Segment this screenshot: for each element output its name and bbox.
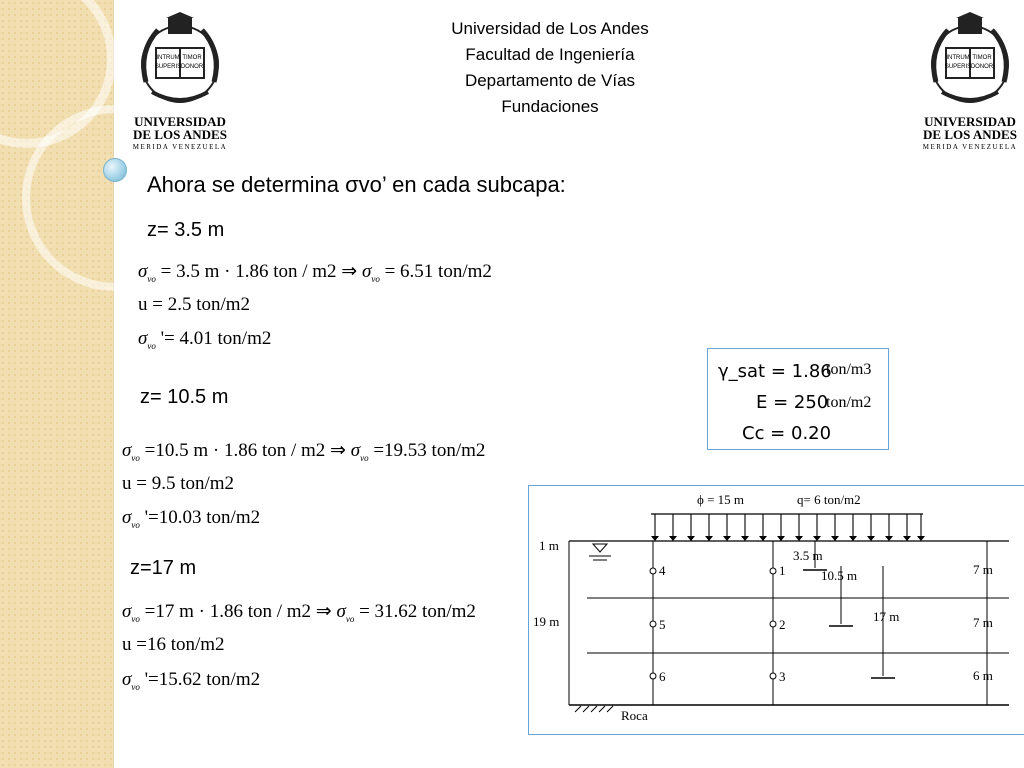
point-label: 2 — [779, 617, 786, 632]
logo-name: UNIVERSIDAD — [924, 114, 1016, 129]
equation-stress: $\sigma_{vo} = 3.5$ m · 1.86 ton / m2 ⇒ $\sigma_{vo} = 6.51$ ton/m2 — [138, 261, 492, 284]
book-word: TIMOR — [182, 55, 202, 61]
point-label: 6 — [659, 669, 666, 684]
header-department: Departamento de Vías — [464, 71, 636, 90]
equation-effective-stress: $\sigma_{vo}$ '=10.03 ton/m2 — [122, 507, 261, 530]
book-word: DONOR — [180, 64, 204, 70]
equation-stress: $\sigma_{vo} =10.5$ m · 1.86 ton / m2 ⇒ $\sigma_{vo} =19.53$ ton/m2 — [122, 440, 486, 463]
soil-properties-box — [707, 348, 889, 450]
logo-name: DE LOS ANDES — [133, 127, 227, 142]
decorative-dot — [103, 158, 127, 182]
layer-thickness-label: 7 m — [973, 615, 993, 630]
unit-weight-value: γ_sat = 1.86 — [718, 361, 832, 382]
total-depth-label: 19 m — [533, 614, 560, 629]
modulus-value: E = 250 — [756, 392, 829, 413]
logo-place: MERIDA VENEZUELA — [922, 143, 1018, 151]
header-text — [400, 16, 700, 120]
logo-name: DE LOS ANDES — [923, 127, 1017, 142]
university-logo-left — [132, 12, 228, 151]
book-word: SUPERIS — [944, 64, 972, 70]
footing-diameter-label: ϕ = 15 m — [697, 492, 745, 507]
equation-pore-pressure: u =16 ton/m2 — [122, 634, 225, 655]
book-word: INTRUM — [946, 55, 970, 61]
book-word: SUPERIS — [154, 64, 182, 70]
university-seal-icon — [132, 12, 228, 110]
load-arrows — [655, 514, 921, 536]
unit-weight-unit: ton/m3 — [826, 361, 872, 378]
header-course: Fundaciones — [501, 97, 599, 116]
book-word: DONOR — [970, 64, 994, 70]
logo-name: UNIVERSIDAD — [134, 114, 226, 129]
depth-2-label: 10.5 m — [821, 568, 858, 583]
university-logo-right — [922, 12, 1018, 151]
depth-3-label: 17 m — [873, 609, 900, 624]
soil-profile-drawing — [529, 486, 1024, 734]
point-label: 5 — [659, 617, 666, 632]
equation-pore-pressure: u = 9.5 ton/m2 — [122, 473, 235, 494]
modulus-unit: ton/m2 — [826, 394, 872, 411]
logo-place: MERIDA VENEZUELA — [132, 143, 228, 151]
depth-label: z=17 m — [130, 557, 197, 579]
water-depth-label: 1 m — [539, 538, 559, 553]
depth-label: z= 3.5 m — [147, 219, 225, 241]
equation-pore-pressure: u = 2.5 ton/m2 — [138, 294, 251, 315]
header-university: Universidad de Los Andes — [451, 19, 649, 38]
header-faculty: Facultad de Ingeniería — [465, 45, 635, 64]
equation-effective-stress: $\sigma_{vo}$ '=15.62 ton/m2 — [122, 669, 261, 692]
soil-profile-diagram — [528, 485, 1024, 735]
depth-label: z= 10.5 m — [140, 386, 229, 408]
slide-title: Ahora se determina σvo’ en cada subcapa: — [147, 172, 566, 197]
depth-1-label: 3.5 m — [793, 548, 823, 563]
rock-label: Roca — [621, 708, 648, 723]
university-seal-icon — [922, 12, 1018, 110]
layer-thickness-label: 6 m — [973, 668, 993, 683]
book-word: TIMOR — [972, 55, 992, 61]
point-label: 4 — [659, 563, 666, 578]
point-label: 1 — [779, 563, 786, 578]
equation-stress: $\sigma_{vo} =17$ m · 1.86 ton / m2 ⇒ $\sigma_{vo} = 31.62$ ton/m2 — [122, 601, 476, 624]
book-word: INTRUM — [156, 55, 180, 61]
point-label: 3 — [779, 669, 786, 684]
compression-index-value: Cc = 0.20 — [742, 423, 832, 444]
layer-thickness-label: 7 m — [973, 562, 993, 577]
equation-effective-stress: $\sigma_{vo}$ '= 4.01 ton/m2 — [138, 328, 272, 351]
load-label: q= 6 ton/m2 — [797, 492, 861, 507]
